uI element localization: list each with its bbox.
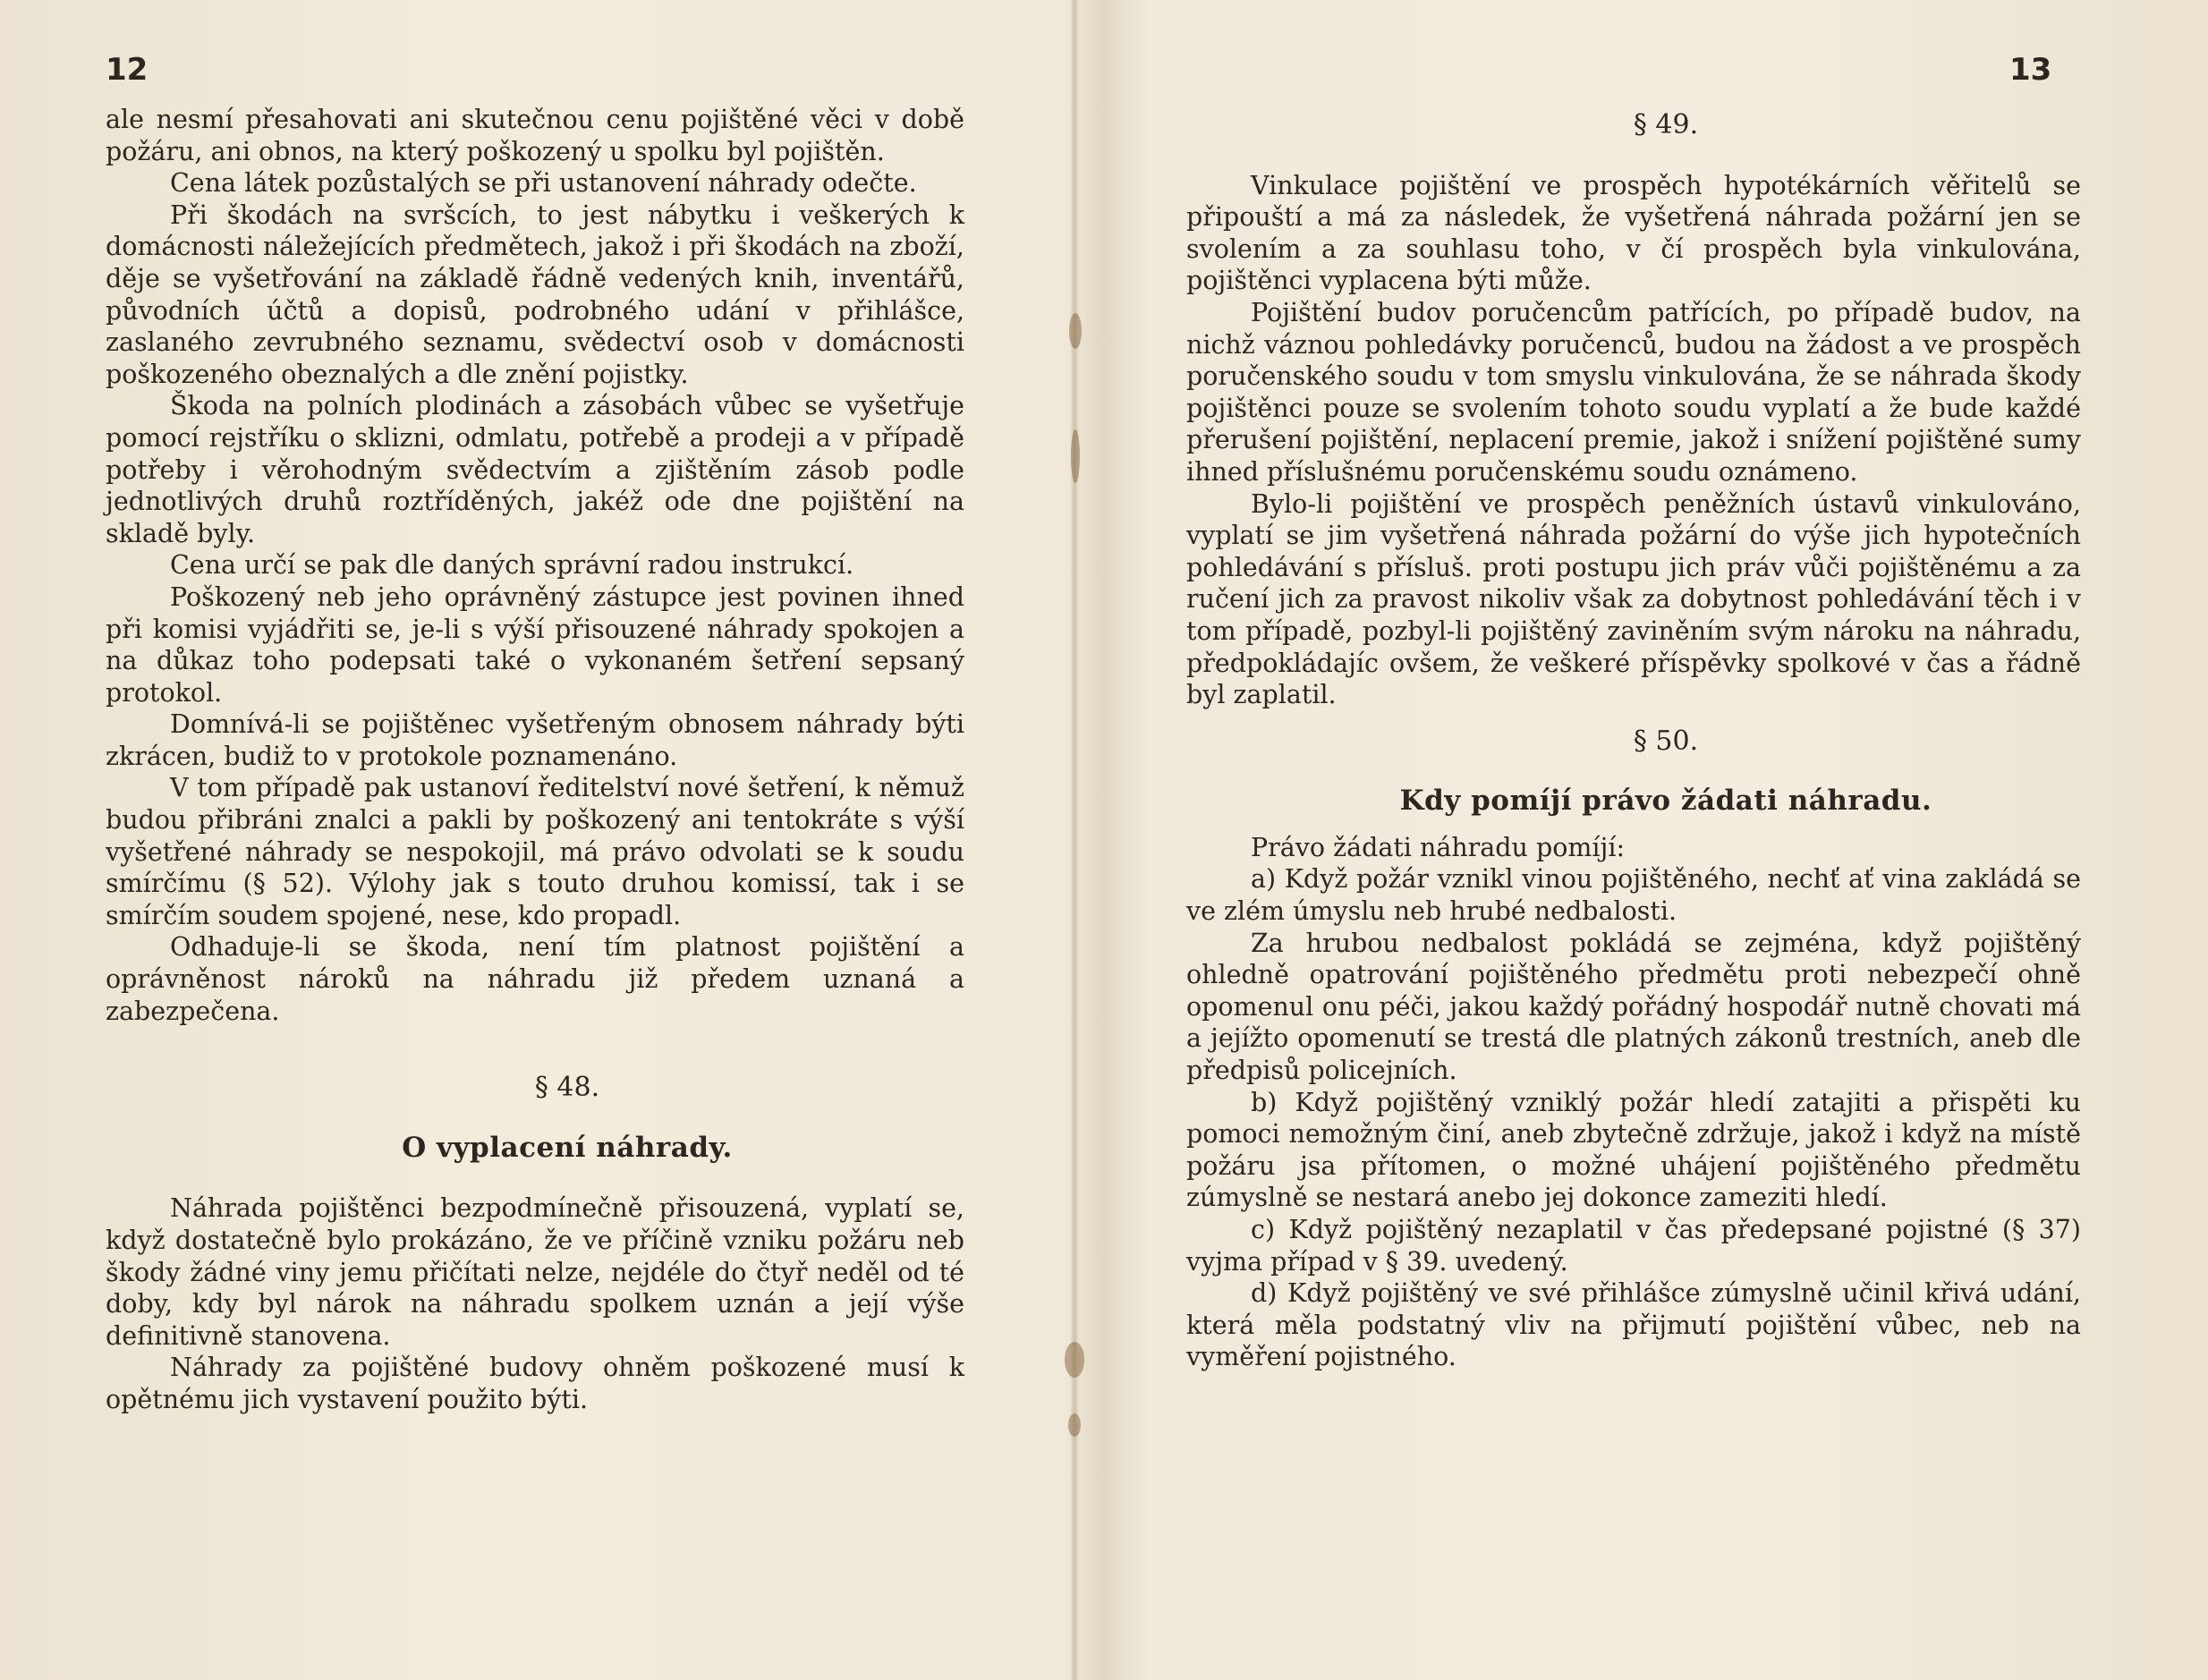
left-page <box>0 0 1070 1680</box>
paragraph: Cena určí se pak dle daných správní radou instrukcí. <box>170 550 854 581</box>
paragraph: Pojištění budov poručencům patřících, po případě budov, na nichž váznou pohledávky poručenců, budou na žádost a ve prospěch poručenského soudu v tom smyslu vinkulována, že se náhrada škody pojištěnci pouze se svolením tohoto soudu vyplatí a že bude každé přerušení pojištění, neplacení premie, jakož i snížení pojištěné sumy ihned příslušnému poručenskému soudu oznámeno. <box>1186 297 2081 487</box>
paragraph: a) Když požár vznikl vinou pojištěného, nechť ať vina zakládá se ve zlém úmyslu neb hrubé nedbalosti. <box>1186 864 2081 927</box>
page-body <box>1186 109 2081 1373</box>
section-number: § 49. <box>1633 109 1699 140</box>
paragraph: V tom případě pak ustanoví ředitelství nové šetření, k němuž budou přibráni znalci a pakli by poškozený ani tentokráte s výší vyšetřené náhrady se nespokojil, má právo odvolati se k soudu smírčímu (§ 52). Výlohy jak s touto druhou komissí, tak i se smírčím soudem spojené, nese, kdo propadl. <box>106 773 964 930</box>
section-title: Kdy pomíjí právo žádati náhradu. <box>1399 785 1932 818</box>
paragraph: Cena látek pozůstalých se při ustanovení náhrady odečte. <box>170 168 917 199</box>
continuation-paragraph: ale nesmí přesahovati ani skutečnou cenu pojištěné věci v době požáru, ani obnos, na který poškozený u spolku byl pojištěn. <box>106 105 964 166</box>
paragraph: b) Když pojištěný vzniklý požár hledí zatajiti a přispěti ku pomoci nemožným činí, aneb zbytečně zdržuje, jakož i když na místě požáru jsa přítomen, o možné uhájení pojištěného předmětu zúmyslně se nestará anebo jej dokonce zameziti hledí. <box>1186 1087 2081 1213</box>
paragraph: Náhrada pojištěnci bezpodmínečně přisouzená, vyplatí se, když dostatečně bylo prokázáno, že ve příčině vzniku požáru neb škody žádné viny jemu přičítati nelze, nejdéle do čtyř neděl od té doby, kdy byl nárok na náhradu spolkem uznán a její výše definitivně stanovena. <box>106 1193 964 1351</box>
paragraph: Náhrady za pojištěné budovy ohněm poškozené musí k opětnému jich vystavení použito býti. <box>106 1353 964 1414</box>
paragraph: Při škodách na svršcích, to jest nábytku i veškerých k domácnosti náležejících předmětech, jakož i při škodách na zboží, děje se vyšetřování na základě řádně vedených knih, inventářů, původních účtů a dopisů, podrobného udání v přihlášce, zaslaného zevrubného seznamu, svědectví osob v domácnosti poškozeného obeznalých a dle znění pojistky. <box>106 199 964 389</box>
paragraph: Vinkulace pojištění ve prospěch hypotékárních věřitelů se připouští a má za následek, že vyšetřená náhrada požární jen se svolením a za souhlasu toho, v čí prospěch byla vinkulována, pojištěnci vyplacena býti může. <box>1186 170 2081 296</box>
paragraph: Bylo-li pojištění ve prospěch peněžních ústavů vinkulováno, vyplatí se jim vyšetřená náhrada požární do výše jich hypotečních pohledávání s přísluš. proti postupu jich práv vůči pojištěnému a za ručení jich za pravost nikoliv však za dobytnost pohledávání těch i v tom případě, pozbyl-li pojištěný zaviněním svým nároku na náhradu, předpokládajíc ovšem, že veškeré příspěvky spolkové v čas a řádně byl zaplatil. <box>1186 488 2081 710</box>
paragraph: Domnívá-li se pojištěnec vyšetřeným obnosem náhrady býti zkrácen, budiž to v protokole poznamenáno. <box>106 709 964 771</box>
section-number: § 50. <box>1633 725 1699 757</box>
paragraph: Poškozený neb jeho oprávněný zástupce jest povinen ihned při komisi vyjádřiti se, je-li s výší přisouzené náhrady spokojen a na důkaz toho podepsati také o vykonaném šetření sepsaný protokol. <box>106 581 964 708</box>
paragraph: Za hrubou nedbalost pokládá se zejména, když pojištěný ohledně opatrování pojištěného předmětu proti nebezpečí ohně opomenul onu péči, jakou každý pořádný hospodář nutně chovati má a jejížto opomenutí se trestá dle platných zákonů trestních, aneb dle předpisů policejních. <box>1186 928 2081 1086</box>
page-number: 13 <box>2009 52 2052 88</box>
paragraph: Právo žádati náhradu pomíjí: <box>1251 832 1626 862</box>
section-title: O vyplacení náhrady. <box>402 1131 733 1164</box>
paragraph: d) Když pojištěný ve své přihlášce zúmyslně učinil křivá udání, která měla podstatný vliv na přijmutí pojištění vůbec, neb na vyměření pojistného. <box>1186 1278 2081 1372</box>
right-page <box>1079 0 2208 1680</box>
paragraph: c) Když pojištěný nezaplatil v čas předepsané pojistné (§ 37) vyjma případ v § 39. uvedený. <box>1186 1215 2081 1277</box>
paragraph: Škoda na polních plodinách a zásobách vůbec se vyšetřuje pomocí rejstříku o sklizni, odmlatu, potřebě a prodeji a v případě potřeby i věrohodným svědectvím a zjištěním zásob podle jednotlivých druhů roztříděných, jakéž ode dne pojištění na skladě byly. <box>106 391 964 548</box>
section-number: § 48. <box>534 1072 600 1104</box>
paragraph: Odhaduje-li se škoda, není tím platnost pojištění a oprávněnost nároků na náhradu již předem uznaná a zabezpečena. <box>106 932 964 1026</box>
page-body <box>106 104 964 1416</box>
page-number: 12 <box>106 52 149 88</box>
